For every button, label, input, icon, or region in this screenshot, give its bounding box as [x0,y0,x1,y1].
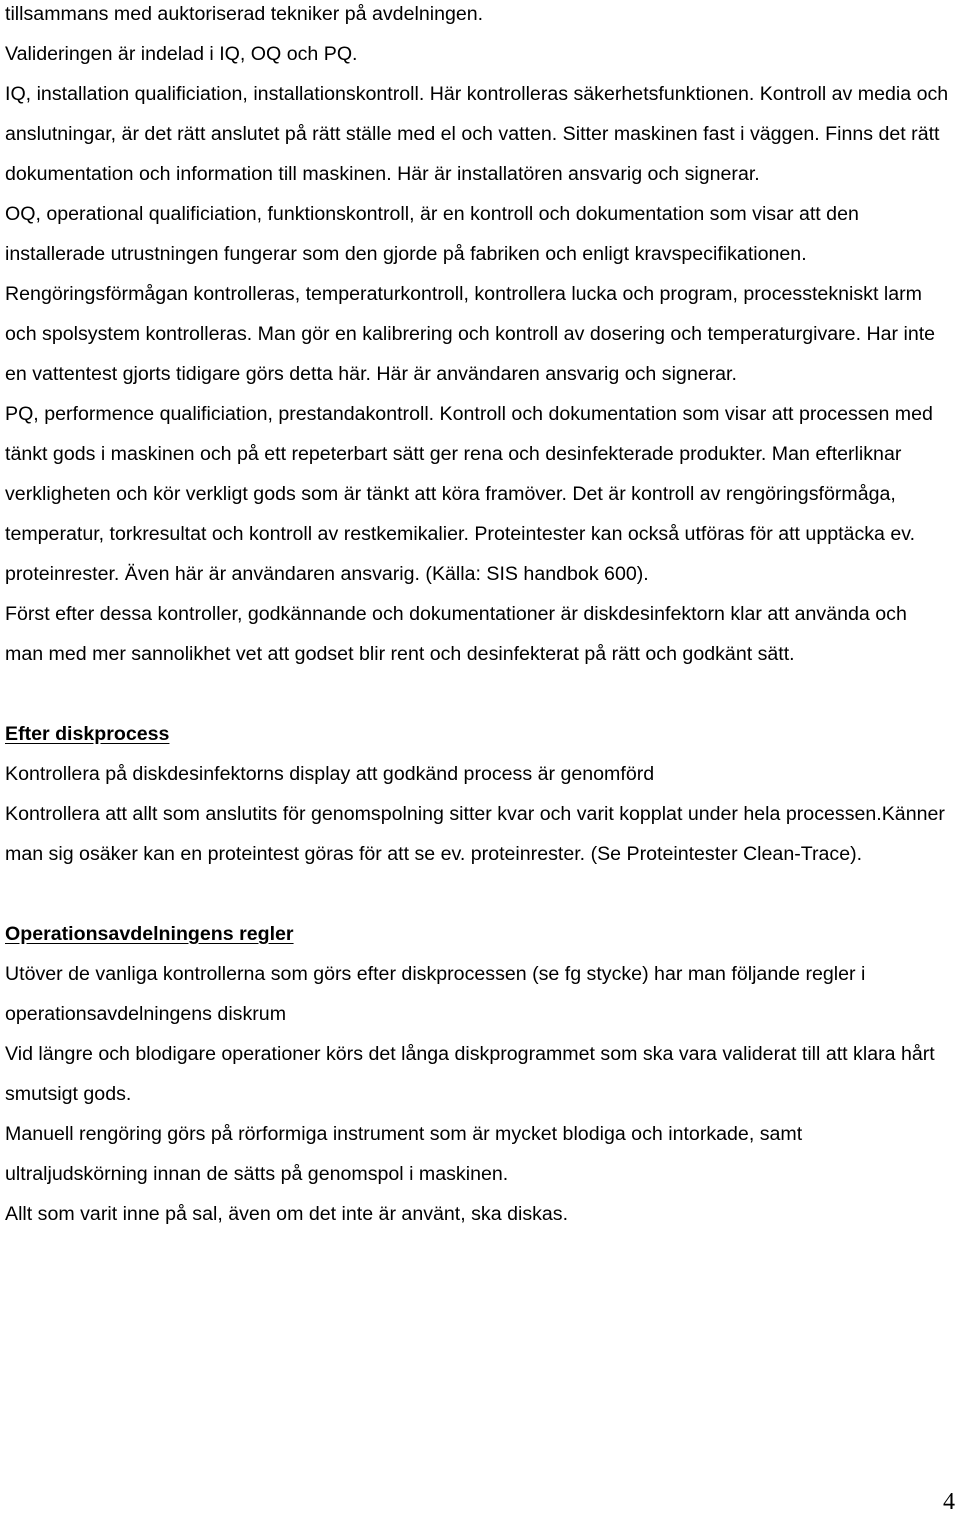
spacer [5,674,950,714]
paragraph-conclusion: Först efter dessa kontroller, godkännande och dokumentationer är diskdesinfektorn klar att använda och man med mer sannolikhet vet att godset blir rent och desinfekterat på rätt och godkänt sätt. [5,603,907,665]
paragraph-regler-4: Allt som varit inne på sal, även om det inte är använt, ska diskas. [5,1203,569,1225]
paragraph-regler-1: Utöver de vanliga kontrollerna som görs efter diskprocessen (se fg stycke) har man följande regler i operationsavdelningens diskrum [5,963,866,1025]
paragraph-efter-2: Kontrollera att allt som anslutits för genomspolning sitter kvar och varit kopplat under hela processen.Känner man sig osäker kan en proteintest göras för att se ev. proteinrester. (Se Proteintester Clean-Trace). [5,803,945,865]
heading-operationsavdelningens-regler: Operationsavdelningens regler [5,923,294,945]
paragraph-validation-intro: Valideringen är indelad i IQ, OQ och PQ. [5,43,358,65]
spacer [5,874,950,914]
paragraph-pq: PQ, performence qualificiation, prestandakontroll. Kontroll och dokumentation som visar att processen med tänkt gods i maskinen och på ett repeterbart sätt ger rena och desinfekterade produkter. Man efterliknar verkligheten och kör verkligt gods som är tänkt att köra framöver. Det är kontroll av rengöringsförmåga, temperatur, torkresultat och kontroll av restkemikalier. Proteintester kan också utföras för att upptäcka ev. proteinrester. Även här är användaren ansvarig. (Källa: SIS handbok 600). [5,403,933,585]
paragraph-regler-2: Vid längre och blodigare operationer körs det långa diskprogrammet som ska vara validerat till att klara hårt smutsigt gods. [5,1043,935,1105]
heading-efter-diskprocess: Efter diskprocess [5,723,170,745]
document-body [5,0,950,1234]
paragraph-regler-3: Manuell rengöring görs på rörformiga instrument som är mycket blodiga och intorkade, samt ultraljudskörning innan de sätts på genomspol i maskinen. [5,1123,803,1185]
page-number: 4 [943,1489,955,1515]
paragraph-oq: OQ, operational qualificiation, funktionskontroll, är en kontroll och dokumentation som visar att den installerade utrustningen fungerar som den gjorde på fabriken och enligt kravspecifikationen. Rengöringsförmågan kontrolleras, temperaturkontroll, kontrollera lucka och program, processtekniskt larm och spolsystem kontrolleras. Man gör en kalibrering och kontroll av dosering och temperaturgivare. Har inte en vattentest gjorts tidigare görs detta här. Här är användaren ansvarig och signerar. [5,203,936,385]
paragraph-iq: IQ, installation qualificiation, installationskontroll. Här kontrolleras säkerhetsfunktionen. Kontroll av media och anslutningar, är det rätt anslutet på rätt ställe med el och vatten. Sitter maskinen fast i väggen. Finns det rätt dokumentation och information till maskinen. Här är installatören ansvarig och signerar. [5,83,949,185]
paragraph-efter-1: Kontrollera på diskdesinfektorns display att godkänd process är genomförd [5,763,655,785]
paragraph-continuation: tillsammans med auktoriserad tekniker på avdelningen. [5,3,484,25]
